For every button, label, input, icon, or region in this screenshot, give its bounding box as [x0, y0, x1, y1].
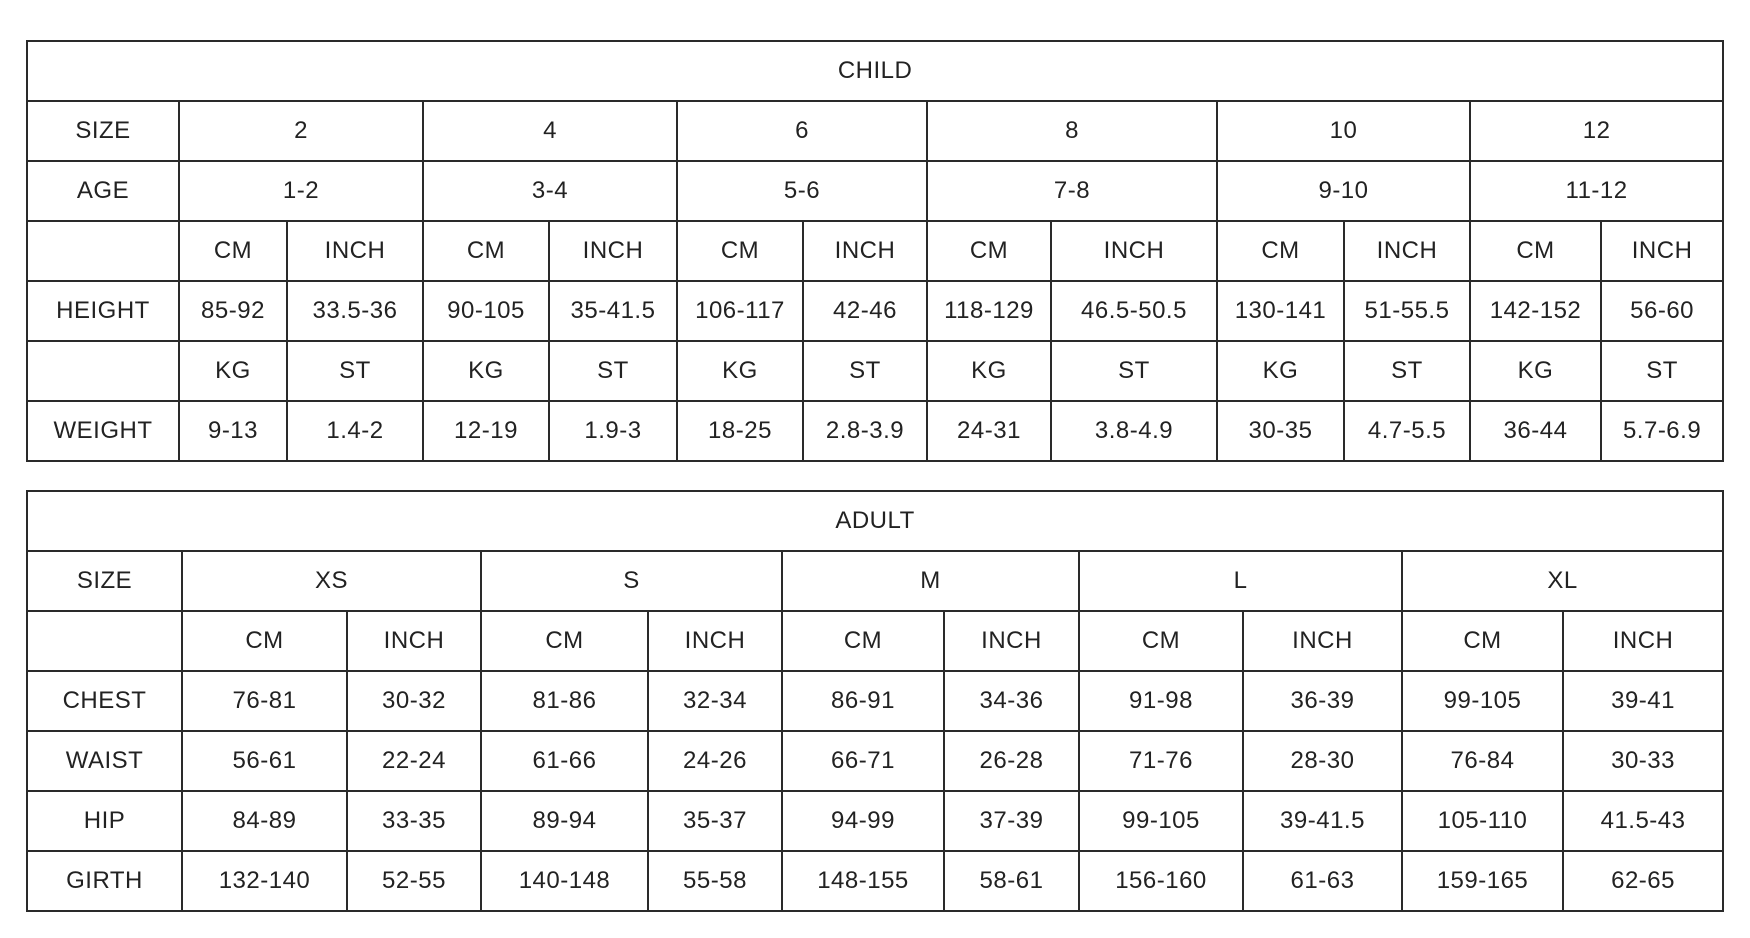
child-size-row — [27, 101, 1723, 161]
value-cell: 56-60 — [1601, 281, 1723, 341]
row-label: HEIGHT — [27, 281, 179, 341]
row-label: WAIST — [27, 731, 182, 791]
row-label: WEIGHT — [27, 401, 179, 461]
size-cell: L — [1079, 551, 1402, 611]
value-cell: 12-19 — [423, 401, 549, 461]
value-cell: 89-94 — [481, 791, 648, 851]
unit-cell: KG — [423, 341, 549, 401]
value-cell: 76-81 — [182, 671, 347, 731]
value-cell: 3.8-4.9 — [1051, 401, 1217, 461]
value-cell: 51-55.5 — [1344, 281, 1470, 341]
value-cell: 28-30 — [1243, 731, 1402, 791]
row-label: SIZE — [27, 551, 182, 611]
blank-cell — [27, 611, 182, 671]
unit-cell: INCH — [549, 221, 677, 281]
size-cell: 6 — [677, 101, 927, 161]
unit-cell: CM — [677, 221, 803, 281]
value-cell: 81-86 — [481, 671, 648, 731]
value-cell: 33.5-36 — [287, 281, 423, 341]
value-cell: 118-129 — [927, 281, 1051, 341]
adult-measure-row — [27, 851, 1723, 911]
unit-cell: INCH — [944, 611, 1079, 671]
unit-cell: CM — [927, 221, 1051, 281]
value-cell: 36-39 — [1243, 671, 1402, 731]
blank-cell — [27, 221, 179, 281]
unit-cell: ST — [803, 341, 927, 401]
child-size-table — [26, 40, 1724, 462]
adult-table-title: ADULT — [27, 491, 1723, 551]
adult-size-row — [27, 551, 1723, 611]
row-label: AGE — [27, 161, 179, 221]
unit-cell: CM — [182, 611, 347, 671]
value-cell: 5.7-6.9 — [1601, 401, 1723, 461]
unit-cell: INCH — [803, 221, 927, 281]
value-cell: 35-37 — [648, 791, 782, 851]
unit-cell: KG — [677, 341, 803, 401]
age-cell: 9-10 — [1217, 161, 1470, 221]
value-cell: 99-105 — [1402, 671, 1563, 731]
value-cell: 159-165 — [1402, 851, 1563, 911]
unit-cell: CM — [1470, 221, 1601, 281]
value-cell: 9-13 — [179, 401, 287, 461]
unit-cell: ST — [1601, 341, 1723, 401]
value-cell: 91-98 — [1079, 671, 1243, 731]
unit-cell: CM — [1079, 611, 1243, 671]
unit-cell: KG — [1217, 341, 1344, 401]
value-cell: 33-35 — [347, 791, 481, 851]
child-height-row — [27, 281, 1723, 341]
value-cell: 1.4-2 — [287, 401, 423, 461]
row-label: HIP — [27, 791, 182, 851]
size-cell: 10 — [1217, 101, 1470, 161]
age-cell: 5-6 — [677, 161, 927, 221]
value-cell: 41.5-43 — [1563, 791, 1723, 851]
row-label: CHEST — [27, 671, 182, 731]
value-cell: 132-140 — [182, 851, 347, 911]
size-cell: S — [481, 551, 782, 611]
child-height-unit-row — [27, 221, 1723, 281]
value-cell: 71-76 — [1079, 731, 1243, 791]
value-cell: 85-92 — [179, 281, 287, 341]
unit-cell: ST — [549, 341, 677, 401]
value-cell: 36-44 — [1470, 401, 1601, 461]
value-cell: 106-117 — [677, 281, 803, 341]
age-cell: 7-8 — [927, 161, 1217, 221]
value-cell: 39-41.5 — [1243, 791, 1402, 851]
unit-cell: CM — [1217, 221, 1344, 281]
child-table-title: CHILD — [27, 41, 1723, 101]
value-cell: 30-33 — [1563, 731, 1723, 791]
size-cell: M — [782, 551, 1079, 611]
unit-cell: ST — [287, 341, 423, 401]
value-cell: 30-35 — [1217, 401, 1344, 461]
value-cell: 90-105 — [423, 281, 549, 341]
unit-cell: INCH — [1563, 611, 1723, 671]
value-cell: 130-141 — [1217, 281, 1344, 341]
value-cell: 1.9-3 — [549, 401, 677, 461]
adult-measure-row — [27, 791, 1723, 851]
unit-cell: INCH — [648, 611, 782, 671]
unit-cell: KG — [1470, 341, 1601, 401]
blank-cell — [27, 341, 179, 401]
value-cell: 61-63 — [1243, 851, 1402, 911]
value-cell: 26-28 — [944, 731, 1079, 791]
unit-cell: INCH — [1051, 221, 1217, 281]
value-cell: 42-46 — [803, 281, 927, 341]
value-cell: 84-89 — [182, 791, 347, 851]
value-cell: 105-110 — [1402, 791, 1563, 851]
age-cell: 3-4 — [423, 161, 677, 221]
age-cell: 11-12 — [1470, 161, 1723, 221]
adult-size-table — [26, 490, 1724, 912]
child-weight-row — [27, 401, 1723, 461]
value-cell: 58-61 — [944, 851, 1079, 911]
adult-measure-row — [27, 671, 1723, 731]
value-cell: 24-31 — [927, 401, 1051, 461]
unit-cell: INCH — [1601, 221, 1723, 281]
unit-cell: KG — [179, 341, 287, 401]
value-cell: 99-105 — [1079, 791, 1243, 851]
size-cell: 12 — [1470, 101, 1723, 161]
unit-cell: INCH — [1344, 221, 1470, 281]
adult-unit-row — [27, 611, 1723, 671]
unit-cell: ST — [1344, 341, 1470, 401]
value-cell: 39-41 — [1563, 671, 1723, 731]
child-age-row — [27, 161, 1723, 221]
value-cell: 30-32 — [347, 671, 481, 731]
unit-cell: INCH — [1243, 611, 1402, 671]
value-cell: 55-58 — [648, 851, 782, 911]
unit-cell: CM — [481, 611, 648, 671]
value-cell: 2.8-3.9 — [803, 401, 927, 461]
unit-cell: INCH — [287, 221, 423, 281]
value-cell: 76-84 — [1402, 731, 1563, 791]
value-cell: 142-152 — [1470, 281, 1601, 341]
value-cell: 140-148 — [481, 851, 648, 911]
value-cell: 156-160 — [1079, 851, 1243, 911]
adult-measure-row — [27, 731, 1723, 791]
unit-cell: ST — [1051, 341, 1217, 401]
value-cell: 56-61 — [182, 731, 347, 791]
size-cell: XL — [1402, 551, 1723, 611]
value-cell: 61-66 — [481, 731, 648, 791]
value-cell: 4.7-5.5 — [1344, 401, 1470, 461]
value-cell: 94-99 — [782, 791, 944, 851]
value-cell: 62-65 — [1563, 851, 1723, 911]
unit-cell: KG — [927, 341, 1051, 401]
value-cell: 148-155 — [782, 851, 944, 911]
value-cell: 32-34 — [648, 671, 782, 731]
unit-cell: CM — [179, 221, 287, 281]
value-cell: 46.5-50.5 — [1051, 281, 1217, 341]
unit-cell: CM — [782, 611, 944, 671]
unit-cell: INCH — [347, 611, 481, 671]
unit-cell: CM — [423, 221, 549, 281]
row-label: SIZE — [27, 101, 179, 161]
size-cell: 4 — [423, 101, 677, 161]
value-cell: 18-25 — [677, 401, 803, 461]
value-cell: 66-71 — [782, 731, 944, 791]
value-cell: 22-24 — [347, 731, 481, 791]
size-cell: 2 — [179, 101, 423, 161]
size-cell: 8 — [927, 101, 1217, 161]
value-cell: 34-36 — [944, 671, 1079, 731]
age-cell: 1-2 — [179, 161, 423, 221]
value-cell: 24-26 — [648, 731, 782, 791]
unit-cell: CM — [1402, 611, 1563, 671]
child-weight-unit-row — [27, 341, 1723, 401]
value-cell: 52-55 — [347, 851, 481, 911]
value-cell: 37-39 — [944, 791, 1079, 851]
value-cell: 86-91 — [782, 671, 944, 731]
row-label: GIRTH — [27, 851, 182, 911]
value-cell: 35-41.5 — [549, 281, 677, 341]
size-cell: XS — [182, 551, 481, 611]
